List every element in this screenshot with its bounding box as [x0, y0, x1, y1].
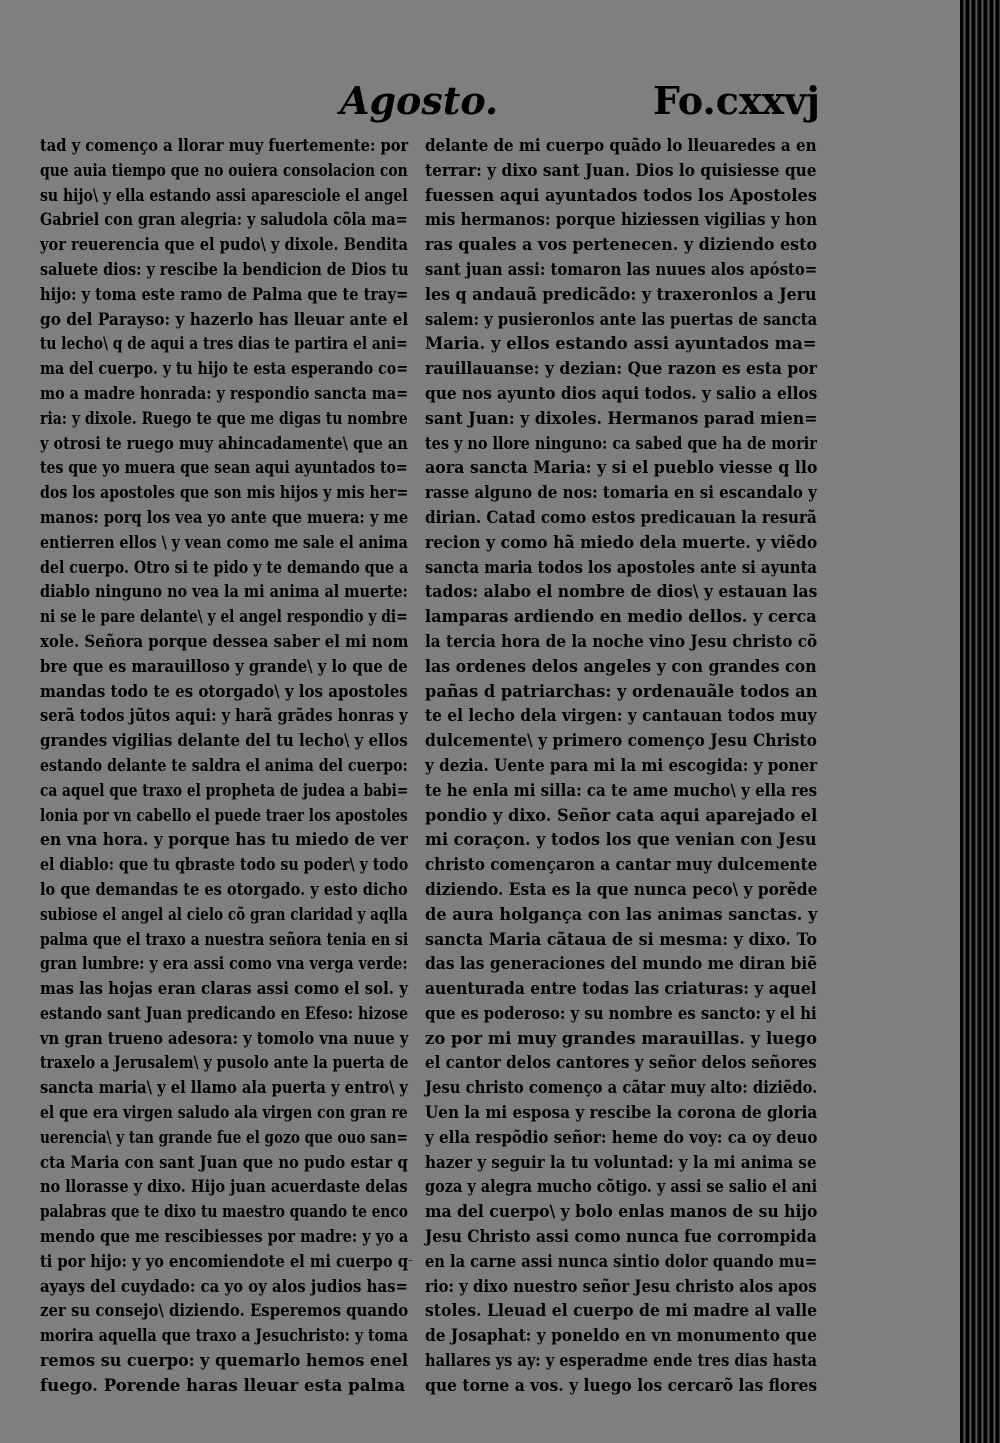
- text-line: hallares ys ay: y esperadme ende tres dias hasta: [425, 1350, 818, 1371]
- text-line: zo por mi muy grandes marauillas. y luego: [425, 1027, 818, 1048]
- text-line: que nos ayunto dios aqui todos. y salio a ellos: [425, 382, 818, 403]
- text-line: tados: alabo el nombre de dios\ y estauan las: [425, 581, 818, 602]
- text-line: diablo ninguno no vea la mi anima al muerte:: [40, 581, 408, 602]
- text-line: rio: y dixo nuestro señor Jesu christo alos apos: [425, 1275, 817, 1296]
- text-line: subiose el angel al cielo cõ gran claridad y aqlla: [40, 903, 408, 924]
- text-line: auenturada entre todas las criaturas: y aquel: [425, 978, 817, 999]
- page-edge-shadow: [960, 0, 1000, 1443]
- text-line: rauillauanse: y dezian: Que razon es esta por: [425, 358, 817, 379]
- text-line: yor reuerencia que el pudo\ y dixole. Bendita: [40, 234, 408, 255]
- text-line: gran lumbre: y era assi como vna verga verde:: [40, 953, 408, 974]
- text-line: y dezia. Uente para mi la mi escogida: y poner: [425, 754, 818, 775]
- text-line: sancta Maria cãtaua de si mesma: y dixo. To: [425, 928, 818, 949]
- text-line: cta Maria con sant Juan que no pudo estar q: [40, 1151, 408, 1172]
- text-line: serã todos jũtos aqui: y harã grãdes honras y: [40, 705, 408, 726]
- text-line: tes que yo muera que sean aqui ayuntados to=: [40, 457, 408, 478]
- text-line: Uen la mi esposa y rescibe la corona de gloria: [425, 1102, 818, 1123]
- right-text-column: [425, 133, 817, 1398]
- text-line: stoles. Lleuad el cuerpo de mi madre al valle: [425, 1300, 818, 1321]
- text-line: y otrosi te ruego muy ahincadamente\ que an: [40, 432, 408, 453]
- text-line: ras quales a vos pertenecen. y diziendo esto: [425, 234, 818, 255]
- text-line: de Josaphat: y poneldo en vn monumento que: [425, 1325, 817, 1346]
- text-line: palma que el traxo a nuestra señora tenia en si: [40, 928, 409, 949]
- text-line: mandas todo te es otorgado\ y los apostoles: [40, 680, 408, 701]
- text-line: sancta maria todos los apostoles ante si ayunta: [425, 556, 818, 577]
- text-line: manos: porq los vea yo ante que muera: y me: [40, 506, 409, 527]
- page-title: Agosto.: [340, 78, 499, 123]
- text-line: de aura holgança con las animas sanctas. y: [425, 903, 818, 924]
- text-line: Jesu christo començo a cãtar muy alto: diziẽdo.: [425, 1077, 818, 1098]
- text-line: ayays del cuydado: ca yo oy alos judios has=: [40, 1275, 408, 1296]
- text-line: pañas d patriarchas: y ordenauãle todos an: [425, 680, 818, 701]
- text-line: la tercia hora de la noche vino Jesu christo cõ: [425, 630, 818, 651]
- text-line: morira aquella que traxo a Jesuchristo: y toma: [40, 1325, 408, 1346]
- text-line: las ordenes delos angeles y con grandes con: [425, 655, 817, 676]
- text-line: grandes vigilias delante del tu lecho\ y ellos: [40, 730, 408, 751]
- text-line: sancta maria\ y el llamo ala puerta y entro\ y: [40, 1077, 408, 1098]
- text-line: dirian. Catad como estos predicauan la resurã: [425, 506, 817, 527]
- text-line: go del Parayso: y hazerlo has lleuar ante el: [40, 308, 409, 329]
- text-line: dulcemente\ y primero començo Jesu Christo: [425, 730, 817, 751]
- text-line: mi coraçon. y todos los que venian con Jesu: [425, 829, 817, 850]
- text-line: estando delante te saldra el anima del cuerpo:: [40, 754, 408, 775]
- text-line: estando sant Juan predicando en Efeso: hizose: [40, 1002, 408, 1023]
- text-line: ni se le pare delante\ y el angel respondio y di=: [40, 606, 408, 627]
- left-text-column: [40, 133, 408, 1398]
- text-line: te el lecho dela virgen: y cantauan todos muy: [425, 705, 817, 726]
- text-line: lonia por vn cabello el puede traer los apostoles: [40, 804, 408, 825]
- text-line: que torne a vos. y luego los cercarõ las flores: [425, 1374, 818, 1395]
- text-line: Maria. y ellos estando assi ayuntados ma=: [425, 333, 817, 354]
- text-line: Gabriel con gran alegria: y saludola cõla ma=: [40, 209, 408, 230]
- text-line: pondio y dixo. Señor cata aqui aparejado el: [425, 804, 818, 825]
- text-line: ria: y dixole. Ruego te que me digas tu nombre: [40, 407, 408, 428]
- text-line: lo que demandas te es otorgado. y esto dicho: [40, 878, 408, 899]
- text-line: goza y alegra mucho cõtigo. y assi se salio el ani: [425, 1176, 818, 1197]
- text-line: saluete dios: y rescibe la bendicion de Dios tu: [40, 258, 409, 279]
- text-line: y ella respõdio señor: heme do voy: ca oy deuo: [425, 1126, 818, 1147]
- text-line: mis hermanos: porque hiziessen vigilias y hon: [425, 209, 818, 230]
- text-line: sant Juan: y dixoles. Hermanos parad mien=: [425, 407, 818, 428]
- text-line: bre que es marauilloso y grande\ y lo que de: [40, 655, 408, 676]
- text-line: que es poderoso: y su nombre es sancto: y el hi: [425, 1002, 817, 1023]
- text-line: tu lecho\ q de aqui a tres dias te partira el ani=: [40, 333, 408, 354]
- text-line: terrar: y dixo sant Juan. Dios lo quisiesse que: [425, 159, 817, 180]
- text-line: en vna hora. y porque has tu miedo de ver: [40, 829, 408, 850]
- text-line: lamparas ardiendo en medio dellos. y cerca: [425, 606, 817, 627]
- text-line: tes y no llore ninguno: ca sabed que ha de morir: [425, 432, 817, 453]
- text-line: hazer y seguir la tu voluntad: y la mi anima se: [425, 1151, 817, 1172]
- text-line: ti por hijo: y yo encomiendote el mi cuerpo q: [40, 1250, 408, 1271]
- column-divider-mark: -: [408, 1252, 413, 1268]
- text-line: christo començaron a cantar muy dulcemente: [425, 854, 818, 875]
- text-line: das las generaciones del mundo me diran biẽ: [425, 953, 818, 974]
- text-line: tad y començo a llorar muy fuertemente: por: [40, 135, 409, 155]
- text-line: del cuerpo. Otro si te pido y te demando que a: [40, 556, 409, 577]
- text-line: uerencia\ y tan grande fue el gozo que ouo san=: [40, 1126, 408, 1147]
- text-line: vn gran trueno adesora: y tomolo vna nuue y: [40, 1027, 409, 1048]
- text-line: entierren ellos \ y vean como me sale el anima: [40, 531, 408, 552]
- text-line: el que era virgen saludo ala virgen con gran re: [40, 1102, 408, 1123]
- text-line: fuego. Porende haras lleuar esta palma: [40, 1374, 406, 1395]
- text-line: mendo que me rescibiesses por madre: y yo a: [40, 1226, 409, 1247]
- text-line: zer su consejo\ diziendo. Esperemos quando: [40, 1300, 409, 1321]
- text-line: mo a madre honrada: y respondio sancta ma=: [40, 382, 409, 403]
- text-line: les q andauã predicãdo: y traxeronlos a Jeru: [425, 283, 817, 304]
- text-line: remos su cuerpo: y quemarlo hemos enel: [40, 1350, 408, 1371]
- text-line: mas las hojas eran claras assi como el sol. y: [40, 978, 408, 999]
- text-line: diziendo. Esta es la que nunca peco\ y porẽde: [425, 878, 818, 899]
- text-line: el cantor delos cantores y señor delos señores: [425, 1052, 817, 1073]
- text-line: ma del cuerpo. y tu hijo te esta esperando co=: [40, 358, 409, 379]
- text-line: ma del cuerpo\ y bolo enlas manos de su hijo: [425, 1201, 818, 1222]
- text-line: rasse alguno de nos: tomaria en si escandalo y: [425, 482, 817, 503]
- text-line: palabras que te dixo tu maestro quando te enco: [40, 1201, 408, 1222]
- text-line: aora sancta Maria: y si el pueblo viesse q llo: [425, 457, 818, 478]
- text-line: traxelo a Jerusalem\ y pusolo ante la puerta de: [40, 1052, 409, 1073]
- text-line: salem: y pusieronlos ante las puertas de sancta: [425, 308, 818, 329]
- text-line: ca aquel que traxo el propheta de judea a babi=: [40, 779, 409, 800]
- text-line: hijo: y toma este ramo de Palma que te tray=: [40, 283, 409, 304]
- text-line: delante de mi cuerpo quãdo lo lleuaredes a en: [425, 135, 817, 155]
- running-head: [330, 78, 820, 128]
- text-line: Jesu Christo assi como nunca fue corrompida: [425, 1226, 817, 1247]
- text-line: dos los apostoles que son mis hijos y mis her=: [40, 482, 409, 503]
- text-line: te he enla mi silla: ca te ame mucho\ y ella res: [425, 779, 818, 800]
- text-line: su hijo\ y ella estando assi aparesciole el angel: [40, 184, 408, 205]
- text-line: que auia tiempo que no ouiera consolacion con: [40, 159, 408, 180]
- text-line: el diablo: que tu qbraste todo su poder\ y todo: [40, 854, 409, 875]
- text-line: sant juan assi: tomaron las nuues alos apósto=: [425, 258, 818, 279]
- folio-number: Fo.cxxvj: [652, 78, 820, 123]
- text-line: xole. Señora porque dessea saber el mi nom: [40, 630, 409, 651]
- text-line: no llorasse y dixo. Hijo juan acuerdaste delas: [40, 1176, 408, 1197]
- text-line: recion y como hã miedo dela muerte. y viẽdo: [425, 531, 818, 552]
- text-line: fuessen aqui ayuntados todos los Apostoles: [425, 184, 817, 205]
- text-line: en la carne assi nunca sintio dolor quando mu=: [425, 1250, 818, 1271]
